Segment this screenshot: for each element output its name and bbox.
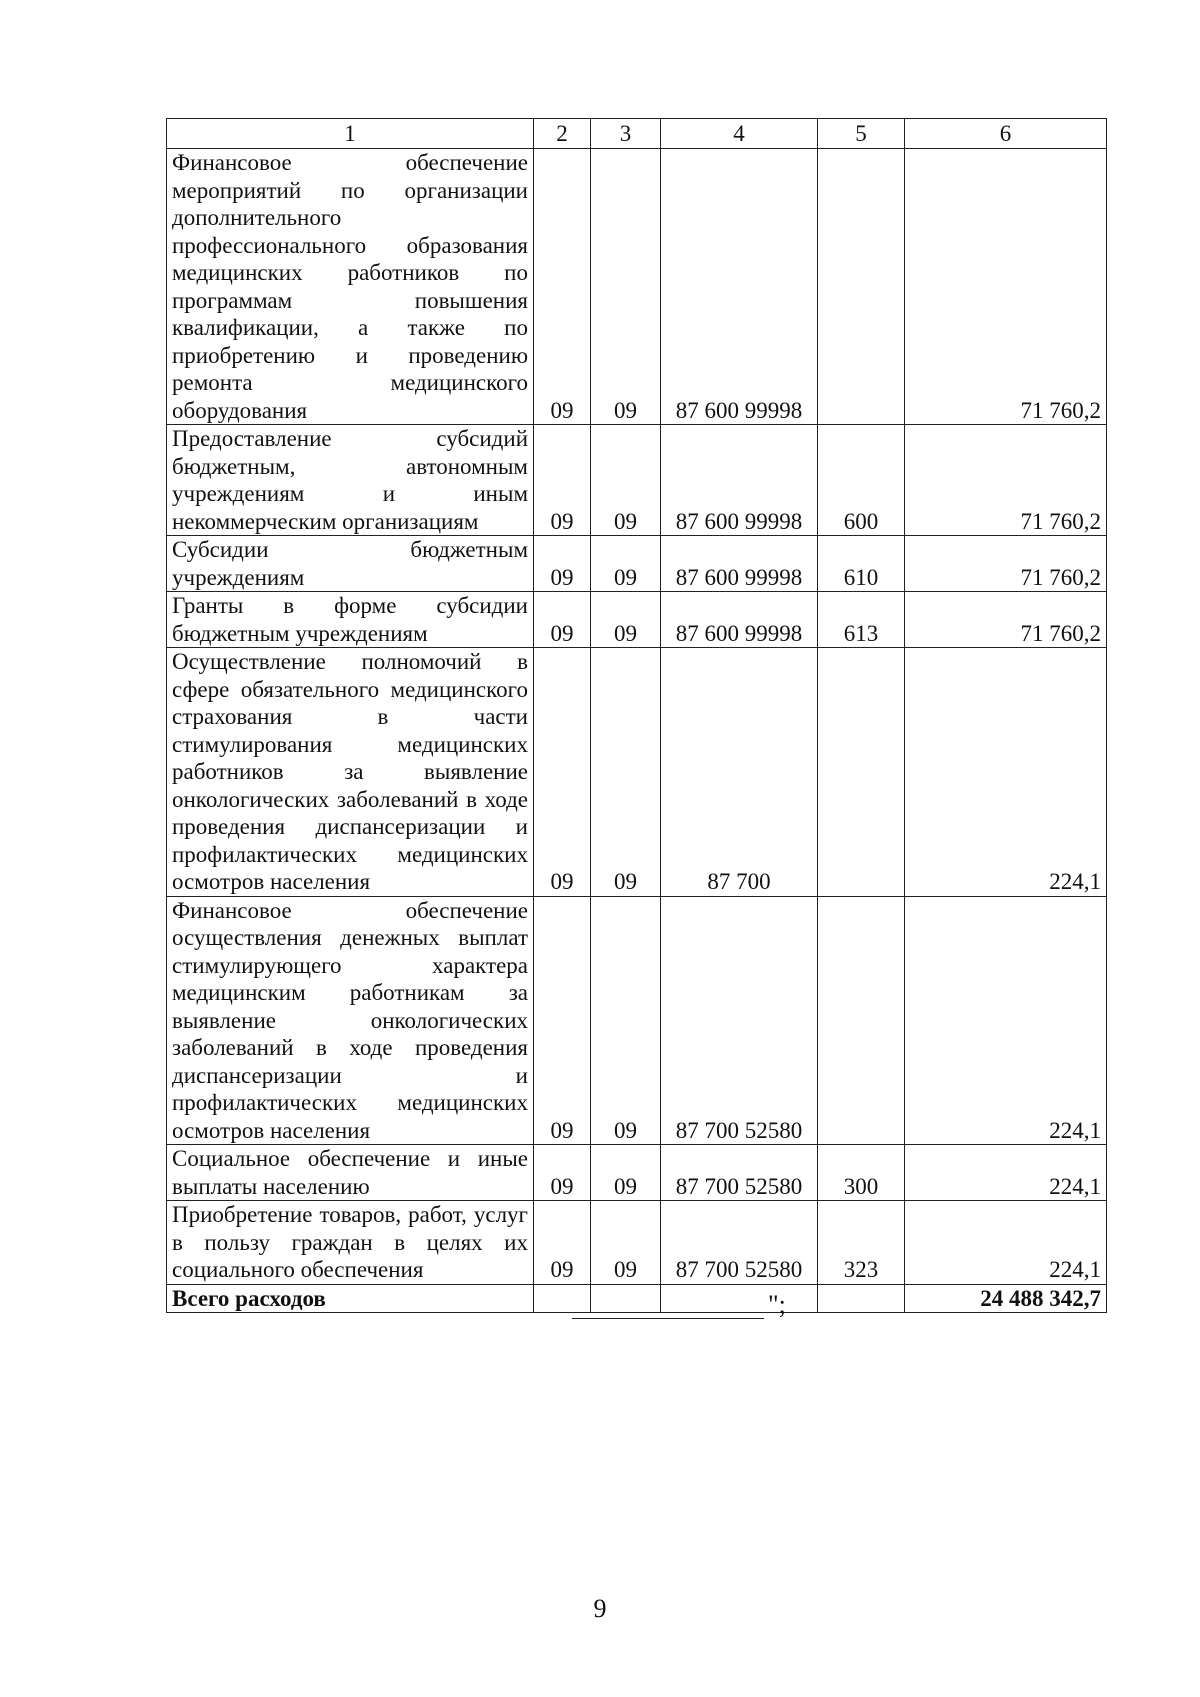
row-description: Финансовое обеспечение осуществления денежных выплат стимулирующего характера медицинским работникам за выявление онкологических заболеваний в ходе проведения диспансеризации и профилактических медицинских осмотров населения (167, 896, 534, 1145)
table-row (167, 648, 1107, 897)
header-col-3: 3 (591, 119, 661, 149)
table-row (167, 425, 1107, 536)
row-cell-c5 (818, 896, 905, 1145)
budget-table (166, 118, 1107, 1313)
row-cell-c6: 224,1 (905, 648, 1107, 897)
row-cell-c4: 87 700 52580 (661, 1201, 818, 1285)
header-row (167, 119, 1107, 149)
row-cell-c2: 09 (534, 1201, 591, 1285)
row-description: Субсидии бюджетным учреждениям (167, 536, 534, 592)
row-description: Гранты в форме субсидии бюджетным учреждениям (167, 592, 534, 648)
row-cell-c5: 323 (818, 1201, 905, 1285)
row-cell-c4: 87 600 99998 (661, 425, 818, 536)
row-cell-c5 (818, 149, 905, 425)
header-col-5: 5 (818, 119, 905, 149)
row-cell-c3: 09 (591, 896, 661, 1145)
total-value: 24 488 342,7 (905, 1284, 1107, 1313)
row-description: Приобретение товаров, работ, услуг в пользу граждан в целях их социального обеспечения (167, 1201, 534, 1285)
row-cell-c4: 87 700 (661, 648, 818, 897)
closing-mark (572, 1290, 792, 1324)
row-cell-c5: 300 (818, 1145, 905, 1201)
table-row (167, 149, 1107, 425)
header-col-2: 2 (534, 119, 591, 149)
table-row (167, 896, 1107, 1145)
header-col-1: 1 (167, 119, 534, 149)
row-cell-c6: 224,1 (905, 1201, 1107, 1285)
row-description: Предоставление субсидий бюджетным, автономным учреждениям и иным некоммерческим организациям (167, 425, 534, 536)
closing-quote: "; (768, 1290, 786, 1319)
row-cell-c4: 87 600 99998 (661, 149, 818, 425)
row-cell-c5: 613 (818, 592, 905, 648)
row-cell-c6: 224,1 (905, 896, 1107, 1145)
row-cell-c2: 09 (534, 896, 591, 1145)
closing-rule (572, 1318, 764, 1319)
header-col-6: 6 (905, 119, 1107, 149)
row-cell-c4: 87 600 99998 (661, 536, 818, 592)
row-cell-c6: 71 760,2 (905, 592, 1107, 648)
row-cell-c6: 71 760,2 (905, 425, 1107, 536)
table-row (167, 592, 1107, 648)
row-cell-c3: 09 (591, 149, 661, 425)
row-cell-c4: 87 700 52580 (661, 1145, 818, 1201)
row-cell-c6: 71 760,2 (905, 536, 1107, 592)
row-cell-c5: 600 (818, 425, 905, 536)
row-cell-c6: 71 760,2 (905, 149, 1107, 425)
row-cell-c4: 87 700 52580 (661, 896, 818, 1145)
row-cell-c5: 610 (818, 536, 905, 592)
row-cell-c3: 09 (591, 1145, 661, 1201)
row-cell-c2: 09 (534, 1145, 591, 1201)
row-cell-c2: 09 (534, 536, 591, 592)
row-cell-c2: 09 (534, 648, 591, 897)
row-cell-c3: 09 (591, 536, 661, 592)
row-cell-c2: 09 (534, 425, 591, 536)
table-row (167, 536, 1107, 592)
budget-table-body (167, 119, 1107, 1313)
page-number: 9 (593, 1594, 607, 1623)
row-cell-c2: 09 (534, 149, 591, 425)
total-empty-cell (818, 1284, 905, 1313)
row-cell-c3: 09 (591, 592, 661, 648)
row-description: Финансовое обеспечение мероприятий по организации дополнительного профессионального образования медицинских работников по программам повышения квалификации, а также по приобретению и проведению ремонта медицинского оборудования (167, 149, 534, 425)
row-description: Осуществление полномочий в сфере обязательного медицинского страхования в части стимулирования медицинских работников за выявление онкологических заболеваний в ходе проведения диспансеризации и профилактических медицинских осмотров населения (167, 648, 534, 897)
row-description: Социальное обеспечение и иные выплаты населению (167, 1145, 534, 1201)
table-row (167, 1145, 1107, 1201)
table-row (167, 1201, 1107, 1285)
row-cell-c4: 87 600 99998 (661, 592, 818, 648)
row-cell-c3: 09 (591, 648, 661, 897)
row-cell-c3: 09 (591, 1201, 661, 1285)
row-cell-c5 (818, 648, 905, 897)
row-cell-c2: 09 (534, 592, 591, 648)
total-label: Всего расходов (167, 1284, 534, 1313)
row-cell-c3: 09 (591, 425, 661, 536)
row-cell-c6: 224,1 (905, 1145, 1107, 1201)
header-col-4: 4 (661, 119, 818, 149)
